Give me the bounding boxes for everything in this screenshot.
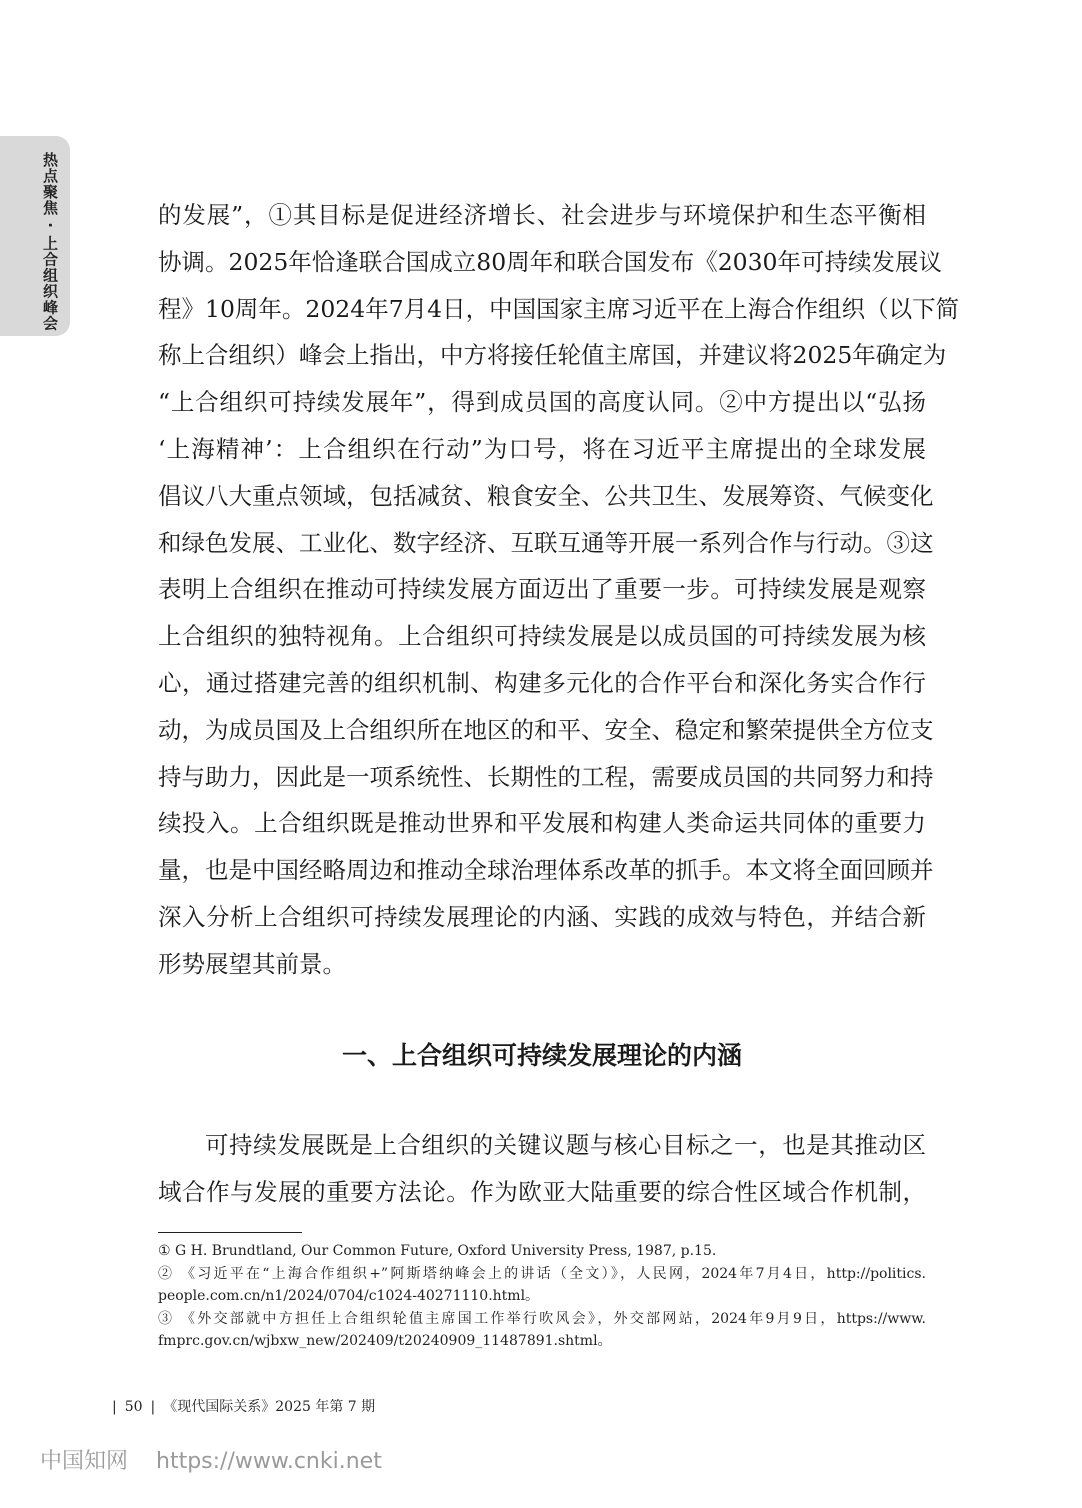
text-line: 持与助力，因此是一项系统性、长期性的工程，需要成员国的共同努力和持: [158, 762, 934, 791]
footnote-2-cont: people.com.cn/n1/2024/0704/c1024-40271110.html。: [158, 1288, 540, 1304]
footnote-3-cont: fmprc.gov.cn/wjbxw_new/202409/t20240909_11487891.shtml。: [158, 1333, 612, 1349]
footnote-1: ① G H. Brundtland, Our Common Future, Oxford University Press, 1987, p.15.: [158, 1243, 717, 1259]
text-line: 量，也是中国经略周边和推动全球治理体系改革的抓手。本文将全面回顾并: [158, 856, 934, 885]
section-side-tab: [0, 136, 70, 336]
footnote-3: ③ 《外交部就中方担任上合组织轮值主席国工作举行吹风会》，外交部网站，2024年9月9日，https://www.: [158, 1310, 926, 1327]
body-paragraph: [158, 192, 960, 988]
footer-divider: |: [150, 1399, 156, 1415]
text-line: 可持续发展既是上合组织的关键议题与核心目标之一，也是其推动区: [205, 1131, 926, 1159]
footer-divider: |: [112, 1399, 117, 1415]
text-line: 续投入。上合组织既是推动世界和平发展和构建人类命运共同体的重要力: [158, 809, 926, 838]
page-number: 50: [124, 1399, 143, 1415]
section-side-tab-label: 热点聚焦 · 上合组织峰会: [41, 152, 59, 332]
watermark-site: 中国知网: [40, 1449, 129, 1474]
text-line: 动，为成员国及上合组织所在地区的和平、安全、稳定和繁荣提供全方位支: [158, 715, 934, 744]
section-heading: 一、上合组织可持续发展理论的内涵: [341, 1041, 742, 1070]
text-line: 程》10周年。2024年7月4日，中国国家主席习近平在上海合作组织（以下简: [158, 294, 960, 323]
footnote-2: ② 《习近平在“上海合作组织+”阿斯塔纳峰会上的讲话（全文）》，人民网，2024年7月4日，http://politics.: [158, 1265, 926, 1282]
text-line: 心，通过搭建完善的组织机制、构建多元化的合作平台和深化务实合作行: [158, 668, 926, 697]
text-line: 域合作与发展的重要方法论。作为欧亚大陆重要的综合性区域合作机制，: [158, 1177, 926, 1206]
text-line: 和绿色发展、工业化、数字经济、互联互通等开展一系列合作与行动。③这: [158, 528, 934, 557]
cnki-watermark: [40, 1444, 382, 1475]
text-line: 的发展”，①其目标是促进经济增长、社会进步与环境保护和生态平衡相: [158, 201, 926, 229]
body-paragraph-2: [158, 1122, 926, 1216]
text-line: 深入分析上合组织可持续发展理论的内涵、实践的成效与特色，并结合新: [158, 902, 926, 931]
footnote-divider: [158, 1232, 302, 1233]
text-line: 倡议八大重点领域，包括减贫、粮食安全、公共卫生、发展筹资、气候变化: [158, 481, 934, 510]
text-line: ‘上海精神’：上合组织在行动”为口号，将在习近平主席提出的全球发展: [158, 434, 926, 463]
text-line: 表明上合组织在推动可持续发展方面迈出了重要一步。可持续发展是观察: [158, 575, 926, 604]
journal-info: 《现代国际关系》2025 年第 7 期: [163, 1399, 376, 1415]
text-line: “上合组织可持续发展年”，得到成员国的高度认同。②中方提出以“弘扬: [158, 388, 926, 417]
text-line: 协调。2025年恰逢联合国成立80周年和联合国发布《2030年可持续发展议: [158, 247, 943, 276]
page-footer: [104, 1396, 375, 1416]
watermark-url: https://www.cnki.net: [156, 1449, 382, 1474]
text-line: 形势展望其前景。: [158, 949, 346, 978]
text-line: 上合组织的独特视角。上合组织可持续发展是以成员国的可持续发展为核: [158, 622, 926, 651]
footnotes: [158, 1240, 926, 1353]
text-line: 称上合组织）峰会上指出，中方将接任轮值主席国，并建议将2025年确定为: [158, 341, 947, 370]
